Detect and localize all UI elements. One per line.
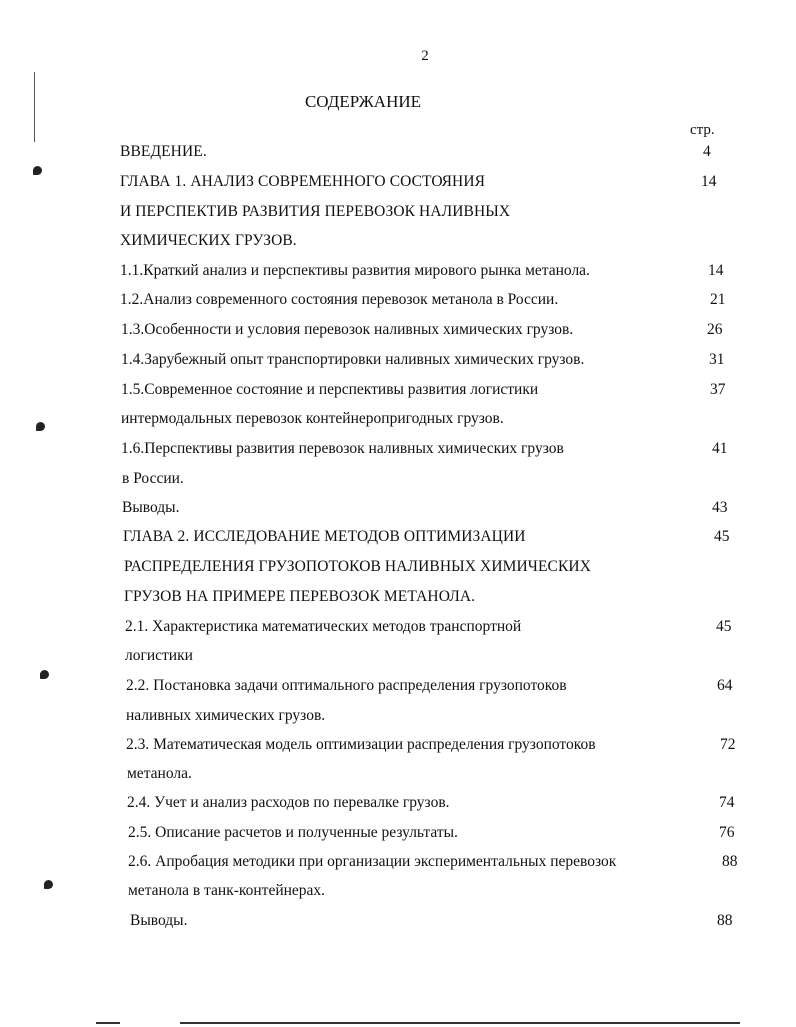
toc-entry-page: 4 <box>703 143 711 160</box>
toc-entry-text: 2.3. Математическая модель оптимизации распределения грузопотоков <box>126 736 596 753</box>
toc-entry-page: 14 <box>701 173 717 190</box>
toc-entry-text: метанола в танк-контейнерах. <box>128 882 326 899</box>
page-number: 2 <box>421 48 429 64</box>
toc-entry-page: 21 <box>710 291 726 308</box>
toc-entry-text: метанола. <box>127 765 192 782</box>
toc-entry-page: 74 <box>719 794 735 811</box>
toc-entry-text: в России. <box>122 470 184 487</box>
page-title: СОДЕРЖАНИЕ <box>304 92 422 111</box>
toc-entry-text: ГЛАВА 1. АНАЛИЗ СОВРЕМЕННОГО СОСТОЯНИЯ <box>120 173 486 190</box>
scan-speck <box>44 880 53 889</box>
toc-entry-page: 37 <box>710 381 726 398</box>
toc-entry-text: 1.6.Перспективы развития перевозок наливных химических грузов <box>121 440 564 457</box>
toc-entry-page: 14 <box>708 262 724 279</box>
toc-entry-text: ВВЕДЕНИЕ. <box>120 143 207 160</box>
toc-entry-text: интермодальных перевозок контейнеропригодных грузов. <box>121 410 504 427</box>
toc-entry-page: 31 <box>709 351 725 368</box>
scan-speck <box>40 670 49 679</box>
toc-entry-text: 2.2. Постановка задачи оптимального распределения грузопотоков <box>126 677 567 694</box>
toc-entry-page: 45 <box>716 618 732 635</box>
toc-entry-text: 2.4. Учет и анализ расходов по перевалке грузов. <box>127 794 450 811</box>
toc-entry-text: Выводы. <box>130 912 188 929</box>
toc-entry-page: 26 <box>707 321 723 338</box>
toc-entry-text: 1.3.Особенности и условия перевозок наливных химических грузов. <box>121 321 574 338</box>
toc-entry-text: РАСПРЕДЕЛЕНИЯ ГРУЗОПОТОКОВ НАЛИВНЫХ ХИМИЧЕСКИХ <box>124 558 592 575</box>
toc-entry-text: 1.5.Современное состояние и перспективы развития логистики <box>121 381 539 398</box>
scan-speck <box>36 422 45 431</box>
toc-entry-page: 41 <box>712 440 728 457</box>
toc-entry-text: наливных химических грузов. <box>126 707 326 724</box>
toc-entry-text: Выводы. <box>122 499 180 516</box>
toc-entry-text: 1.2.Анализ современного состояния перевозок метанола в России. <box>120 291 559 308</box>
toc-entry-page: 45 <box>714 528 730 545</box>
toc-entry-text: 2.5. Описание расчетов и полученные результаты. <box>128 824 458 841</box>
toc-entry-text: логистики <box>125 647 193 664</box>
toc-entry-text: ГЛАВА 2. ИССЛЕДОВАНИЕ МЕТОДОВ ОПТИМИЗАЦИИ <box>123 528 526 545</box>
scan-edge-line <box>180 1022 740 1024</box>
toc-entry-page: 43 <box>712 499 728 516</box>
toc-entry-text: 1.4.Зарубежный опыт транспортировки наливных химических грузов. <box>121 351 585 368</box>
toc-entry-text: ГРУЗОВ НА ПРИМЕРЕ ПЕРЕВОЗОК МЕТАНОЛА. <box>124 588 476 605</box>
toc-entry-page: 88 <box>717 912 733 929</box>
toc-entry-page: 76 <box>719 824 735 841</box>
toc-entry-text: 2.6. Апробация методики при организации экспериментальных перевозок <box>128 853 617 870</box>
page-column-label: стр. <box>690 122 715 138</box>
toc-entry-text: 1.1.Краткий анализ и перспективы развития мирового рынка метанола. <box>120 262 590 279</box>
toc-entry-text: И ПЕРСПЕКТИВ РАЗВИТИЯ ПЕРЕВОЗОК НАЛИВНЫХ <box>120 203 511 220</box>
scan-speck <box>33 166 42 175</box>
scan-edge-line <box>96 1022 120 1024</box>
toc-entry-page: 64 <box>717 677 733 694</box>
toc-entry-text: ХИМИЧЕСКИХ ГРУЗОВ. <box>120 232 297 249</box>
toc-entry-page: 88 <box>722 853 738 870</box>
toc-entry-text: 2.1. Характеристика математических методов транспортной <box>125 618 522 635</box>
toc-entry-page: 72 <box>720 736 736 753</box>
